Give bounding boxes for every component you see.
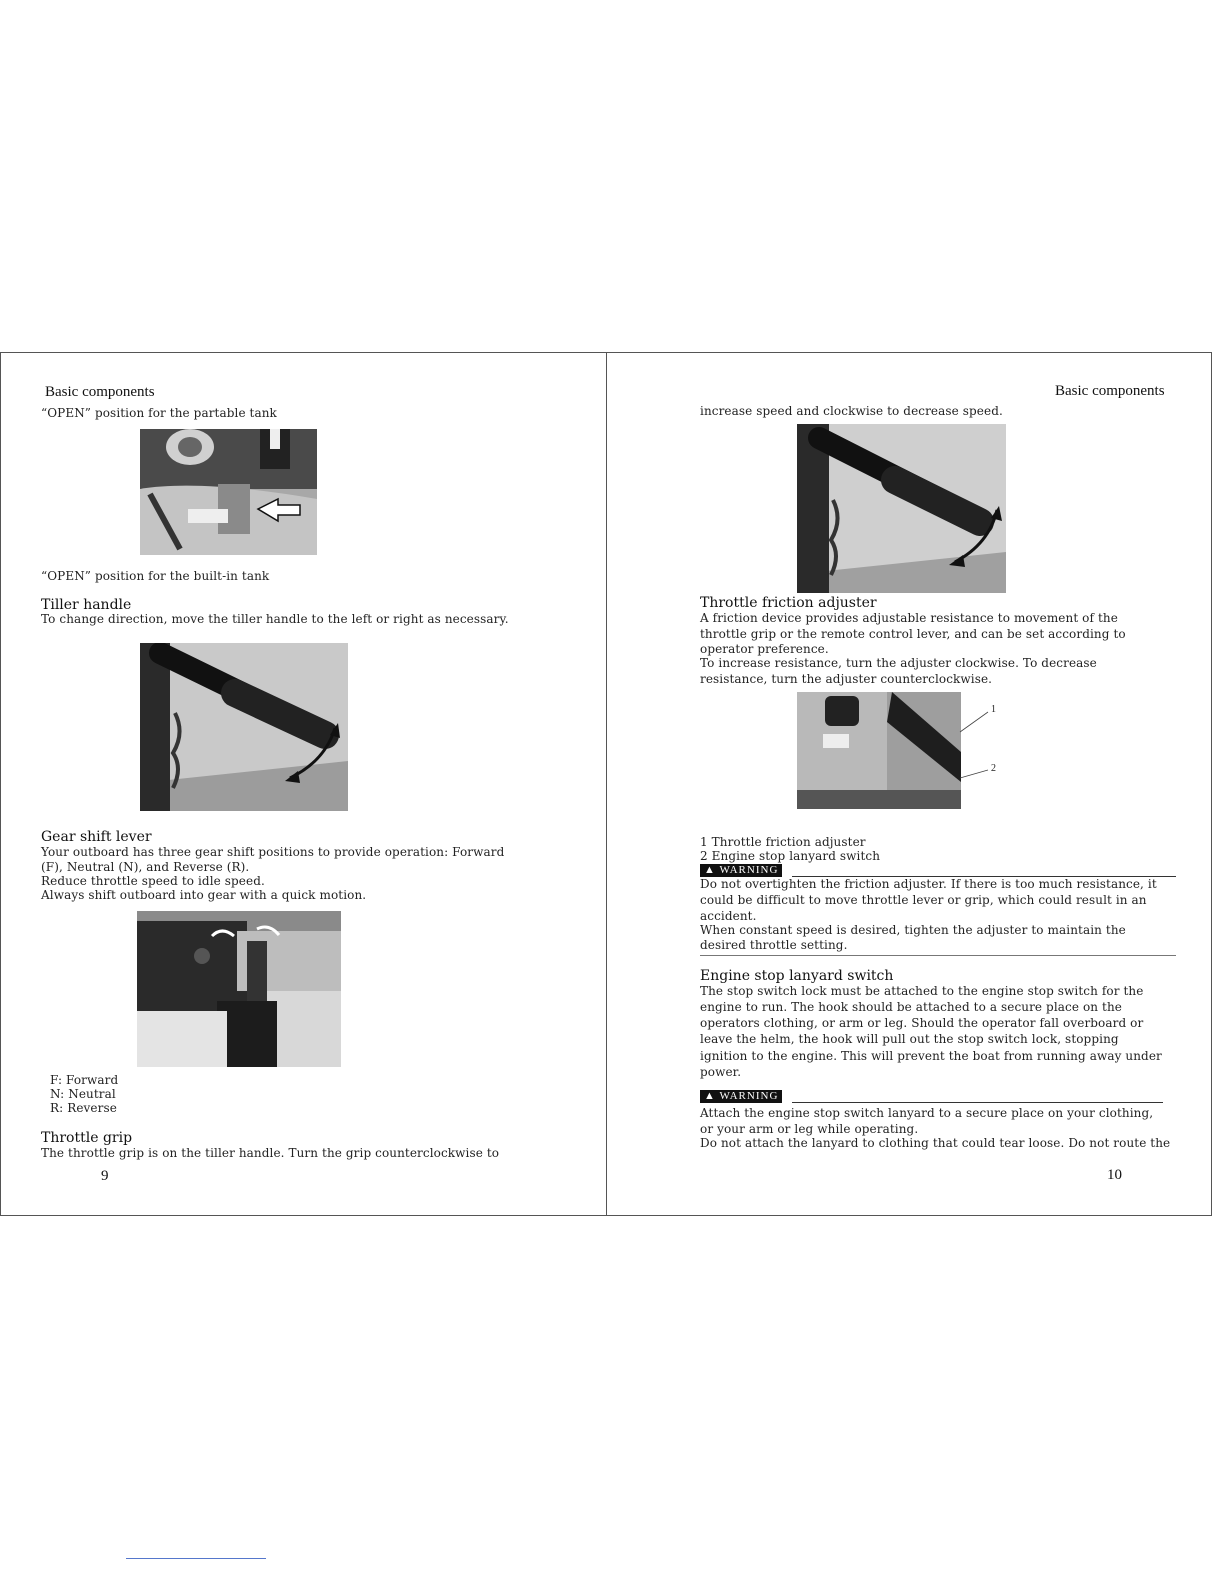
warning1-line-1: Do not overtighten the friction adjuster. If there is too much resistance, it	[700, 877, 1157, 891]
lanyard-line-1: The stop switch lock must be attached to the engine stop switch for the	[700, 984, 1144, 998]
lanyard-line-4: leave the helm, the hook will pull out the stop switch lock, stopping	[700, 1032, 1119, 1046]
warning-label-2: ▲ WARNING	[700, 1090, 782, 1103]
warning-rule-top-2	[792, 1102, 1163, 1103]
lanyard-line-3: operators clothing, or arm or leg. Should the operator fall overboard or	[700, 1016, 1144, 1030]
gear-shift-heading: Gear shift lever	[41, 829, 152, 845]
caption-portable-tank: “OPEN” position for the partable tank	[41, 406, 277, 420]
page-divider	[606, 352, 607, 1216]
throttle-grip-photo	[797, 424, 1006, 593]
page-number-left: 9	[101, 1168, 109, 1184]
friction-adjuster-photo	[797, 692, 961, 809]
gear-shift-photo	[137, 911, 341, 1067]
warning-triangle-icon: ▲	[704, 864, 716, 876]
friction-legend-1: 1 Throttle friction adjuster	[700, 835, 866, 849]
callout-1: 1	[991, 704, 996, 715]
throttle-grip-text: The throttle grip is on the tiller handle. Turn the grip counterclockwise to	[41, 1146, 500, 1160]
lanyard-switch-heading: Engine stop lanyard switch	[700, 968, 894, 984]
right-page-header: Basic components	[1055, 383, 1165, 399]
warning1-line-4: When constant speed is desired, tighten the adjuster to maintain the	[700, 923, 1126, 937]
warning1-line-5: desired throttle setting.	[700, 938, 848, 952]
friction-adjuster-heading: Throttle friction adjuster	[700, 595, 877, 611]
friction-line-2: throttle grip or the remote control lever, and can be set according to	[700, 627, 1126, 641]
gear-legend-reverse: R: Reverse	[50, 1101, 117, 1115]
friction-line-1: A friction device provides adjustable resistance to movement of the	[700, 611, 1118, 625]
page-number-right: 10	[1107, 1167, 1122, 1183]
warning-rule-bottom-1	[700, 955, 1176, 956]
lanyard-line-6: power.	[700, 1065, 742, 1079]
warning-triangle-icon: ▲	[704, 1090, 716, 1102]
warning2-line-3: Do not attach the lanyard to clothing that could tear loose. Do not route the	[700, 1136, 1171, 1150]
gear-shift-line-1: Your outboard has three gear shift positions to provide operation: Forward	[41, 845, 505, 859]
warning1-line-3: accident.	[700, 909, 757, 923]
gear-shift-line-2: (F), Neutral (N), and Reverse (R).	[41, 860, 250, 874]
footer-link-underline	[126, 1558, 266, 1559]
caption-builtin-tank: “OPEN” position for the built-in tank	[41, 569, 270, 583]
friction-line-4: To increase resistance, turn the adjuster clockwise. To decrease	[700, 656, 1097, 670]
throttle-grip-continued: increase speed and clockwise to decrease speed.	[700, 404, 1003, 418]
warning2-line-2: or your arm or leg while operating.	[700, 1122, 919, 1136]
fuel-valve-photo	[140, 429, 317, 555]
gear-legend-forward: F: Forward	[50, 1073, 119, 1087]
warning-label-1: ▲ WARNING	[700, 864, 782, 877]
tiller-handle-text: To change direction, move the tiller handle to the left or right as necessary.	[41, 612, 509, 626]
friction-line-5: resistance, turn the adjuster counterclockwise.	[700, 672, 993, 686]
lanyard-line-5: ignition to the engine. This will prevent the boat from running away under	[700, 1049, 1162, 1063]
gear-legend-neutral: N: Neutral	[50, 1087, 116, 1101]
gear-shift-line-4: Always shift outboard into gear with a quick motion.	[41, 888, 367, 902]
callout-2: 2	[991, 763, 996, 774]
friction-legend-2: 2 Engine stop lanyard switch	[700, 849, 881, 863]
warning1-line-2: could be difficult to move throttle lever or grip, which could result in an	[700, 893, 1147, 907]
tiller-handle-heading: Tiller handle	[41, 597, 132, 613]
friction-line-3: operator preference.	[700, 642, 829, 656]
gear-shift-line-3: Reduce throttle speed to idle speed.	[41, 874, 265, 888]
tiller-handle-photo	[140, 643, 348, 811]
lanyard-line-2: engine to run. The hook should be attached to a secure place on the	[700, 1000, 1122, 1014]
left-page-header: Basic components	[45, 384, 155, 400]
warning2-line-1: Attach the engine stop switch lanyard to a secure place on your clothing,	[700, 1106, 1154, 1120]
throttle-grip-heading: Throttle grip	[41, 1130, 133, 1146]
